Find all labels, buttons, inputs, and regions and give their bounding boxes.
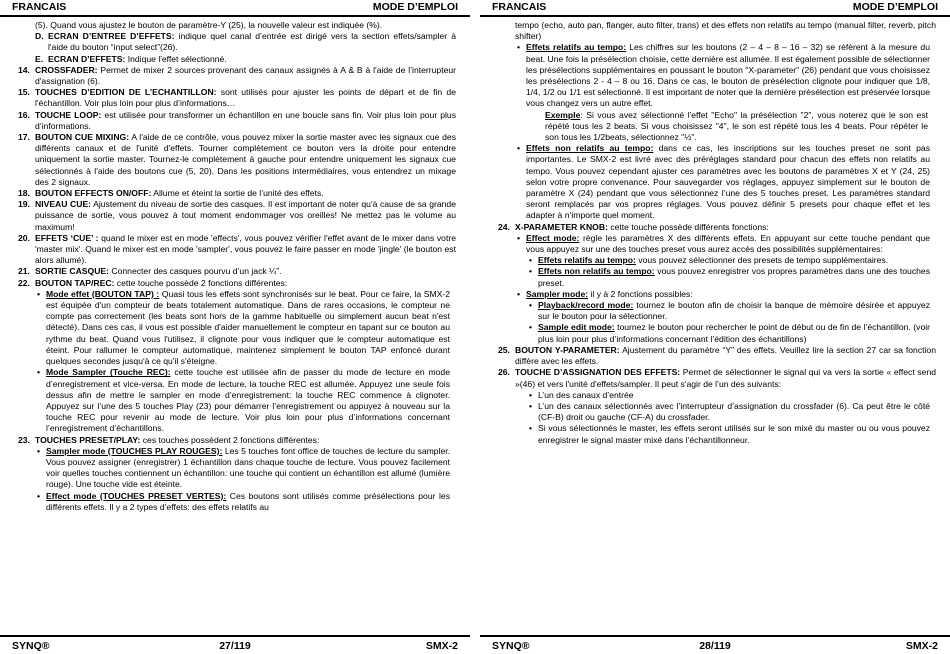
page-header [480, 0, 950, 17]
page-footer [0, 635, 470, 654]
list-item: 21. SORTIE CASQUE: Connecter des casques pourvu d’un jack ¼”. [18, 266, 282, 277]
bullet-item: • Effets relatifs au tempo: vous pouvez sélectionner des presets de tempo supplémentaires. [498, 255, 936, 266]
bullet-item: • Sample edit mode: tournez le bouton pour rechercher le point de début ou de fin de l’échantillon. (voir plus loin pour plus d’informations concernant l’édition des échantillons) [498, 322, 936, 344]
right-page [480, 0, 950, 654]
example-paragraph: Exemple: Si vous avez sélectionné l'effet "Echo" la présélection "2", vous noterez que le son est répété tous les 2 beats. Si vous choisissez "4", le son est répété tous les 4 beats. Pour répéter le son tous les 1/2beats, sélectionnez "½". [545, 109, 928, 143]
bullet-item: • L’un des canaux sélectionnés avec l’interrupteur d’assignation du crossfader (6). Ca peut être le côté (CF-B) droit ou gauche (CF-A) du crossfader. [498, 401, 936, 423]
bullet-item: • Sampler mode (TOUCHES PLAY ROUGES): Les 5 touches font office de touches de lecture du sampler. Vous pouvez assigner (enregistrer) 1 échantillon dans chaque touche de lecture. Vous pouvez facilement voir quelles touches contiennent un échantillon: une touche qui contient un échantillon est allumé (lumière rouge). Une touche vide est éteinte. [18, 446, 456, 491]
footer-brand: SYNQ® [492, 640, 530, 652]
list-item: 17. BOUTON CUE MIXING: A l'aide de ce contrôle, vous pouvez mixer la sortie master avec les signaux cue des différents canaux et de l'unité d'effets. Tourner complètement ce bouton vers la droite pour entendre uniquement la sortie master. Tournez-le complètement à gauche pour entendre uniquement les signaux cue sélectionnés à l'aide des boutons cue (5, 20). Dans les positions intermédiaires, vous entendrez un mixage des 2 signaux. [18, 132, 456, 187]
bullet-item: • Effets non relatifs au tempo: vous pouvez enregistrer vos propres paramètres dans une des touches preset. [498, 266, 936, 288]
bullet-list [498, 42, 936, 109]
bullet-list [498, 390, 936, 446]
footer-model: SMX-2 [425, 640, 458, 652]
page-content [498, 20, 936, 632]
bullet-list [498, 233, 936, 345]
bullet-item: • Playback/record mode: tournez le bouton afin de choisir la banque de mémoire désirée et appuyez sur le bouton pour la sélectionner. [498, 300, 936, 322]
list-item: 26. TOUCHE D’ASSIGNATION DES EFFETS: Permet de sélectionner le signal qui va vers la sortie « effect send »(46) et vers l'unité d'effets/sampler. Il peut s'agir de l’un des suivants: [498, 367, 936, 389]
paragraph: (5). Quand vous ajustez le bouton de paramètre-Y (25), la nouvelle valeur est indiquée (%). [35, 20, 383, 30]
bullet-item: • Effets relatifs au tempo: Les chiffres sur les boutons (2 – 4 – 8 – 16 – 32) se réfèrent à la mesure du beat. Une fois la présélection choisie, cette dernière est allumée. Il est également possible de sélectionner les présélections supplémentaires en poussant le bouton "X-parameter" (26) pendant que vous choisissez les présélections 2 - 4 – 8 ou 16. Dans ce cas, le bouton de présélection clignote pour indiquer que 1/8, 1/4, 1/2 ou 1/1 est sélectionné. Il est important de noter que la dernière présélection est préservée lorsque vous changez vers un autre effet. [498, 42, 936, 109]
list-item: 24. X-PARAMETER KNOB: cette touche possède différents fonctions: [498, 221, 769, 232]
list-item: 16. TOUCHE LOOP: est utilisée pour transformer un échantillon en une boucle sans fin. Voir plus loin pour plus d’informations. [18, 109, 456, 131]
bullet-list [498, 143, 936, 221]
page-number: 27/119 [219, 640, 251, 652]
list-item: D. ECRAN D’ENTREE D’EFFETS: indique quel canal d’entrée est dirigé vers la section effets/sampler à l'aide du bouton “input select”(26). [35, 31, 456, 53]
header-title: MODE D’EMPLOI [852, 1, 938, 13]
header-language: FRANCAIS [492, 1, 547, 13]
bullet-item: • Sampler mode: il y à 2 fonctions possibles: [498, 289, 936, 300]
bullet-item: • Mode Sampler (Touche REC): cette touche est utilisée afin de passer du mode de lecture en mode d’enregistrement et vice-versa. En mode de lecture, la touche REC est allumée. Appuyez une seule fois dessus afin de mettre le sampler en mode d’enregistrement: la touche REC commence à clignoter. Appuyez sur l’une des 5 touches Play (23) pour démarrer l’enregistrement ou appuyez à nouveau sur la touche REC pour revenir au mode de lecture. Voir plus loin pour plus d’informations concernant l’enregistrement d’échantillons. [18, 367, 456, 434]
bullet-item: • Si vous sélectionnés le master, les effets seront utilisés sur le son mixé du master ou ou vous pouvez enregistrer le signal master mixé dans l’échantillonneur. [498, 423, 936, 445]
header-title: MODE D’EMPLOI [372, 1, 458, 13]
bullet-item: • Effets non relatifs au tempo: dans ce cas, les inscriptions sur les touches preset ne sont pas importantes. Le SMX-2 est livré avec des préréglages standard pour chacun des effets non relatifs au tempo. Vous pouvez cependant ajuster ces paramètres avec les boutons de paramètres X et Y (24, 25) selon votre propre convenance. Pour sauvegarder vos réglages, appuyez simplement sur le bouton de paramètre X (24) pendant que vous sélectionnez l’une des 5 touches preset. Les paramètres standard seront remplacés par vos propres réglages. Vous pouvez définir 5 presets pour chaque effet et les adapter à n’importe quel moment. [498, 143, 936, 221]
list-item: 19. NIVEAU CUE: Ajustement du niveau de sortie des casques. Il est important de noter qu'à cause de sa grande puissance de sortie, vous pouvez à tout moment endommager vos oreilles! Ne mettez pas le volume au maximum! [18, 199, 456, 232]
page-number: 28/119 [699, 640, 731, 652]
list-item: 15. TOUCHES D’EDITION DE L’ECHANTILLON: sont utilisés pour ajuster les points de départ et de fin de l'échantillon. Voir plus loin pour plus d’informations… [18, 87, 456, 109]
bullet-list [18, 289, 456, 435]
paragraph: tempo (echo, auto pan, flanger, auto filter, trans) et des effets non relatifs au tempo (manual filter, reverb, pitch shifter) [515, 20, 936, 42]
left-page [0, 0, 470, 654]
header-language: FRANCAIS [12, 1, 67, 13]
page-header [0, 0, 470, 17]
list-item: 22. BOUTON TAP/REC: cette touche possède 2 fonctions différentes: [18, 277, 288, 288]
footer-brand: SYNQ® [12, 640, 50, 652]
list-item: 25. BOUTON Y-PARAMETER: Ajustement du paramètre “Y” des effets. Veuillez lire la section 27 car sa fonction diffère avec les effets. [498, 344, 936, 367]
bullet-item: • Effect mode: règle les paramètres X des différents effets. En appuyant sur cette touche pendant que vous appuyez sur une des touches preset vous aurez accès des possibilités supplémentaires: [498, 233, 936, 255]
list-item: 14. CROSSFADER: Permet de mixer 2 sources provenant des canaux assignés à A & B à l'aide de l’interrupteur d'assignation (6). [18, 64, 456, 87]
list-item: E. ECRAN D’EFFETS: Indique l'effet sélectionné. [35, 53, 227, 64]
list-item: 23. TOUCHES PRESET/PLAY: ces touches possèdent 2 fonctions différentes: [18, 434, 320, 445]
page-content [18, 20, 456, 632]
bullet-item: • Effect mode (TOUCHES PRESET VERTES): Ces boutons sont utilisés comme présélections pour les différents effets. Il y a 2 types d’effets: des effets relatifs au [18, 491, 456, 513]
footer-model: SMX-2 [905, 640, 938, 652]
bullet-item: • L’un des canaux d’entrée [498, 390, 936, 401]
page-footer [480, 635, 950, 654]
bullet-item: • Mode effet (BOUTON TAP) : Quasi tous les effets sont synchronisés sur le beat. Pour ce faire, la SMX-2 est équipée d'un compteur de beats totalement automatique. Dans de rares occasions, le compteur ne compte pas correctement (les beats sont hors de la gamme habituelle ou simplement aucun beat n'est détecté). Dans ces cas, il vous est possible d'aider manuellement le compteur en tapant sur ce bouton au rythme du beat. Quand vous l'utilisez, il clignote pour vous indiquer que le compteur automatique est éteint. Pour rallumer le compteur automatique, maintenez simplement le bouton TAP enfoncé durant quelques secondes jusqu'à ce qu'il s'éteigne. [18, 289, 456, 367]
list-item: 20. EFFETS ‘CUE’ : quand le mixer est en mode 'effects', vous pouvez vérifier l'effet avant de le mixer dans votre 'master mix'. Quand le mixer est en mode 'sampler', vous pouvez le faire passer en mode 'jingle' (le bouton est alors allumé). [18, 232, 456, 266]
bullet-list [18, 446, 456, 513]
list-item: 18. BOUTON EFFECTS ON/OFF: Allume et éteint la sortie de l’unité des effets. [18, 188, 324, 199]
